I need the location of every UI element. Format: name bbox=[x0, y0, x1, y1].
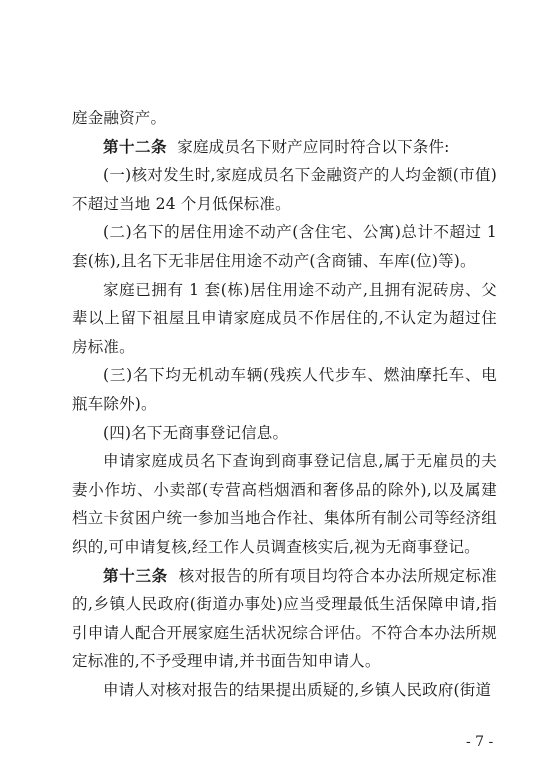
page-body bbox=[72, 104, 497, 704]
condition-4 bbox=[72, 419, 497, 448]
paragraph-text: (二)名下的居住用途不动产(含住宅、公寓)总计不超过 1 套(栋),且名下无非居住用途不动产(含商铺、车库(位)等)。 bbox=[72, 223, 497, 270]
paragraph-text: (四)名下无商事登记信息。 bbox=[103, 423, 289, 442]
article-number: 第十三条 bbox=[103, 566, 168, 585]
housing-exception bbox=[72, 276, 497, 362]
paragraph-text: 核对报告的所有项目均符合本办法所规定标准的,乡镇人民政府(街道办事处)应当受理最低生活保障申请,指引申请人配合开展家庭生活状况综合评估。不符合本办法所规定标准的,不予受理申请,并书面告知申请人。 bbox=[72, 566, 497, 671]
paragraph-text: 申请家庭成员名下查询到商事登记信息,属于无雇员的夫妻小作坊、小卖部(专营高档烟酒和奢侈品的除外),以及属建档立卡贫困户统一参加当地合作社、集体所有制公司等经济组织的,可申请复核,经工作人员调查核实后,视为无商事登记。 bbox=[72, 452, 497, 556]
paragraph-text: 家庭已拥有 1 套(栋)居住用途不动产,且拥有泥砖房、父辈以上留下祖屋且申请家庭成员不作居住的,不认定为超过住房标准。 bbox=[72, 280, 497, 356]
business-registration-exception bbox=[72, 447, 497, 561]
appeal-paragraph bbox=[72, 676, 497, 705]
condition-2 bbox=[72, 218, 497, 275]
page-number: - 7 - bbox=[466, 734, 494, 750]
paragraph-text: 庭金融资产。 bbox=[72, 109, 167, 127]
paragraph-text: (一)核对发生时,家庭成员名下金融资产的人均金额(市值)不超过当地 24 个月低保标准。 bbox=[72, 166, 497, 213]
condition-3 bbox=[72, 361, 497, 418]
paragraph-text: 申请人对核对报告的结果提出质疑的,乡镇人民政府(街道 bbox=[103, 680, 492, 699]
paragraph-text: (三)名下均无机动车辆(残疾人代步车、燃油摩托车、电瓶车除外)。 bbox=[72, 366, 497, 413]
article-12-heading bbox=[72, 133, 497, 162]
article-number: 第十二条 bbox=[103, 137, 168, 156]
article-13 bbox=[72, 562, 497, 676]
paragraph-text: 家庭成员名下财产应同时符合以下条件: bbox=[167, 137, 450, 156]
condition-1 bbox=[72, 161, 497, 218]
paragraph-continuation bbox=[72, 104, 497, 133]
